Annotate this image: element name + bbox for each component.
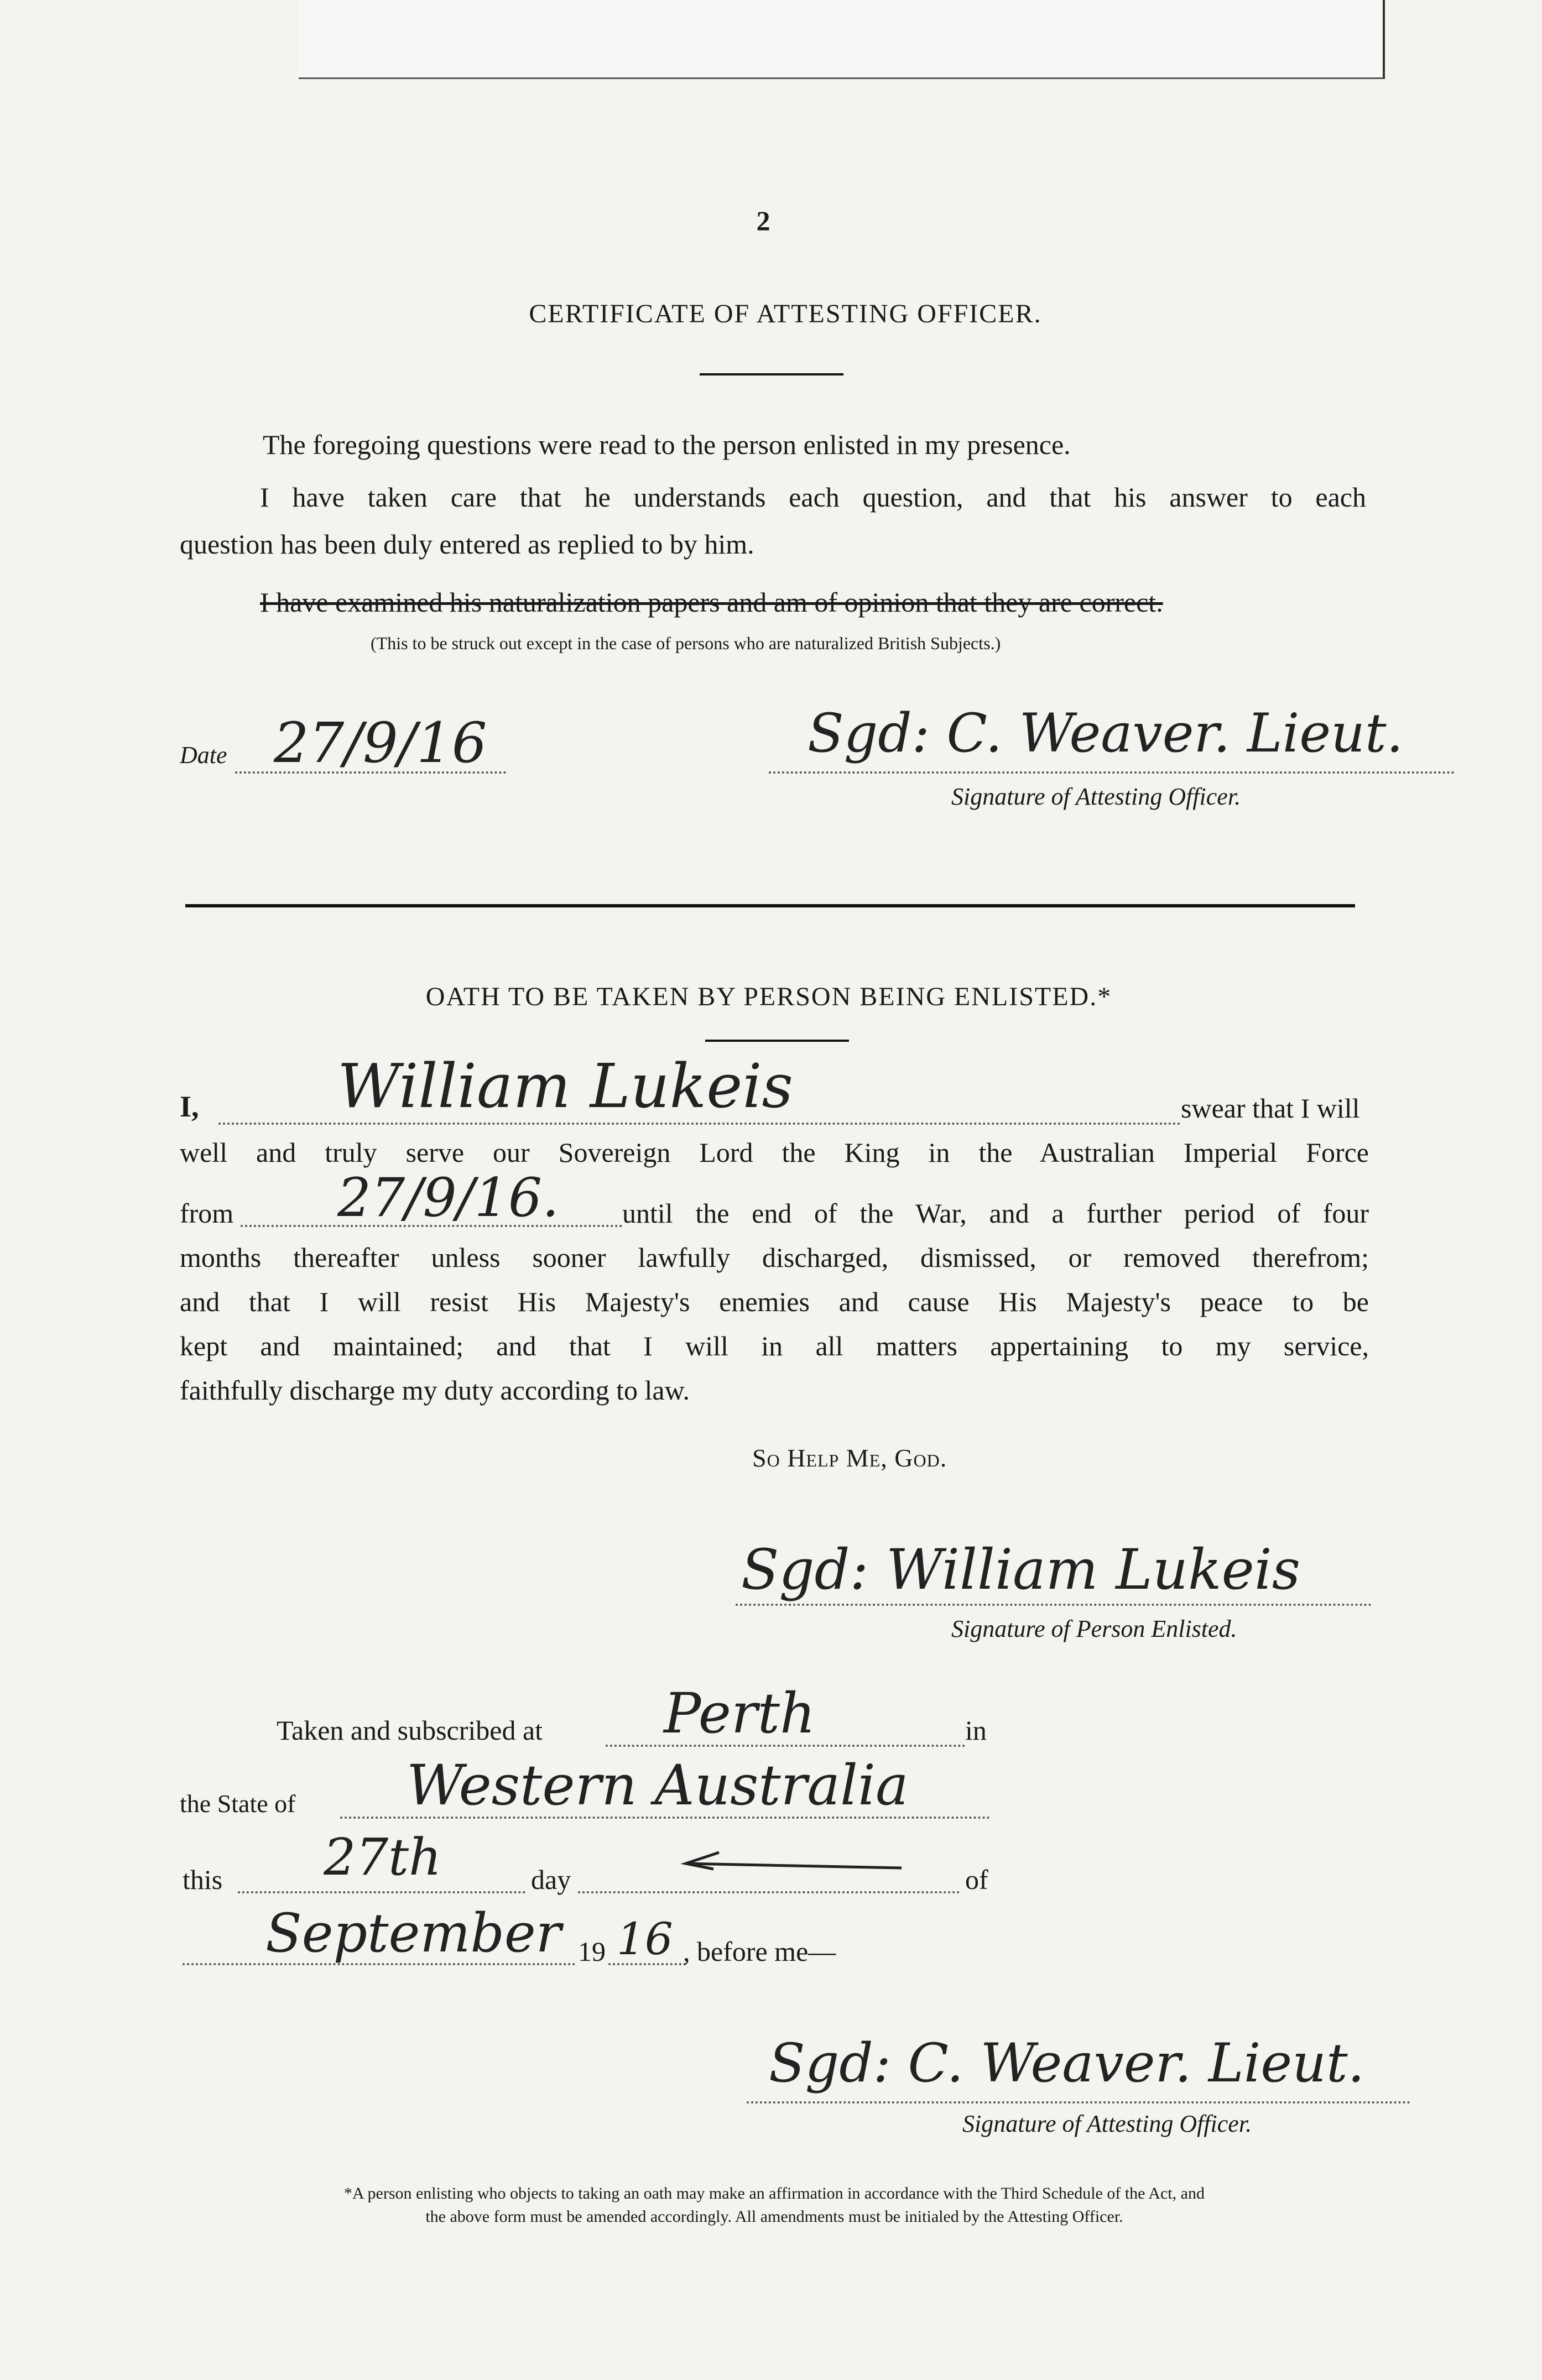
so-help-me-god: So Help Me, God. [752, 1444, 947, 1472]
top-paper-edge [299, 0, 1385, 79]
year-value: 16 [617, 1913, 673, 1965]
certificate-para1: The foregoing questions were read to the person enlisted in my presence. [263, 429, 1071, 460]
enlisted-signature-line [736, 1604, 1372, 1606]
oath-line4: months thereafter unless sooner lawfully discharged, dismissed, or removed therefrom; [180, 1242, 1369, 1273]
from-date: 27/9/16. [337, 1167, 559, 1229]
heading-rule [700, 373, 843, 375]
oath-line7: faithfully discharge my duty according to law. [180, 1375, 690, 1406]
state-value: Western Australia [407, 1753, 909, 1818]
year-prefix: 19 [578, 1936, 606, 1967]
before-me: , before me— [683, 1936, 836, 1967]
naturalization-struck-line: I have examined his naturalization papers and am of opinion that they are correct. [260, 587, 1163, 618]
ditto-arrow [680, 1847, 913, 1886]
certificate-para2-line1: I have taken care that he understands each question, and that his answer to each [260, 482, 1366, 513]
month-ditto-dotted-line [578, 1891, 960, 1893]
enlisted-caption: Signature of Person Enlisted. [951, 1615, 1237, 1642]
place-value: Perth [664, 1681, 816, 1746]
state-label: the State of [180, 1789, 296, 1818]
officer-signature-line [769, 771, 1455, 774]
date-label: Date [180, 742, 227, 769]
taken-label: Taken and subscribed at [277, 1715, 543, 1746]
footnote-line2: the above form must be amended accordingly. All amendments must be initialed by the Attesting Officer. [425, 2207, 1123, 2226]
enlisted-signature: Sgd: William Lukeis [741, 1537, 1301, 1602]
officer2-signature: Sgd: C. Weaver. Lieut. [769, 2032, 1365, 2094]
from-label: from [180, 1198, 234, 1229]
certificate-para2-line2: question has been duly entered as replied to by him. [180, 529, 754, 560]
officer2-caption: Signature of Attesting Officer. [962, 2110, 1252, 2137]
oath-line5: and that I will resist His Majesty's enemies and cause His Majesty's peace to be [180, 1286, 1369, 1317]
certificate-heading: CERTIFICATE OF ATTESTING OFFICER. [529, 299, 1042, 328]
oath-prefix: I, [180, 1090, 199, 1123]
date-value: 27/9/16 [274, 711, 487, 775]
this-label: this [183, 1864, 223, 1895]
name-dotted-line [218, 1123, 1181, 1125]
in-label: in [965, 1715, 987, 1746]
of-label: of [965, 1864, 988, 1895]
section-divider [185, 904, 1355, 907]
swear-text: swear that I will [1181, 1093, 1360, 1124]
footnote-line1: *A person enlisting who objects to taking an oath may make an affirmation in accordance with the Third Schedule of the Act, and [344, 2184, 1205, 2202]
oath-heading-rule [705, 1040, 849, 1042]
officer2-signature-line [747, 2101, 1410, 2104]
oath-line6: kept and maintained; and that I will in all matters appertaining to my service, [180, 1330, 1369, 1361]
day-value: 27th [324, 1828, 442, 1887]
officer-caption: Signature of Attesting Officer. [951, 783, 1241, 810]
officer-signature: Sgd: C. Weaver. Lieut. [808, 702, 1404, 764]
struck-note: (This to be struck out except in the case of persons who are naturalized British Subjects.) [371, 633, 1001, 653]
oath-line3-tail: until the end of the War, and a further period of four [622, 1198, 1369, 1229]
day-label: day [531, 1864, 571, 1895]
enlistee-name: William Lukeis [337, 1051, 793, 1121]
oath-heading: OATH TO BE TAKEN BY PERSON BEING ENLISTED.* [425, 982, 1112, 1011]
day-dotted-line [238, 1891, 525, 1893]
month-value: September [265, 1902, 561, 1964]
oath-line2: well and truly serve our Sovereign Lord the King in the Australian Imperial Force [180, 1137, 1369, 1168]
page-number: 2 [756, 205, 770, 236]
